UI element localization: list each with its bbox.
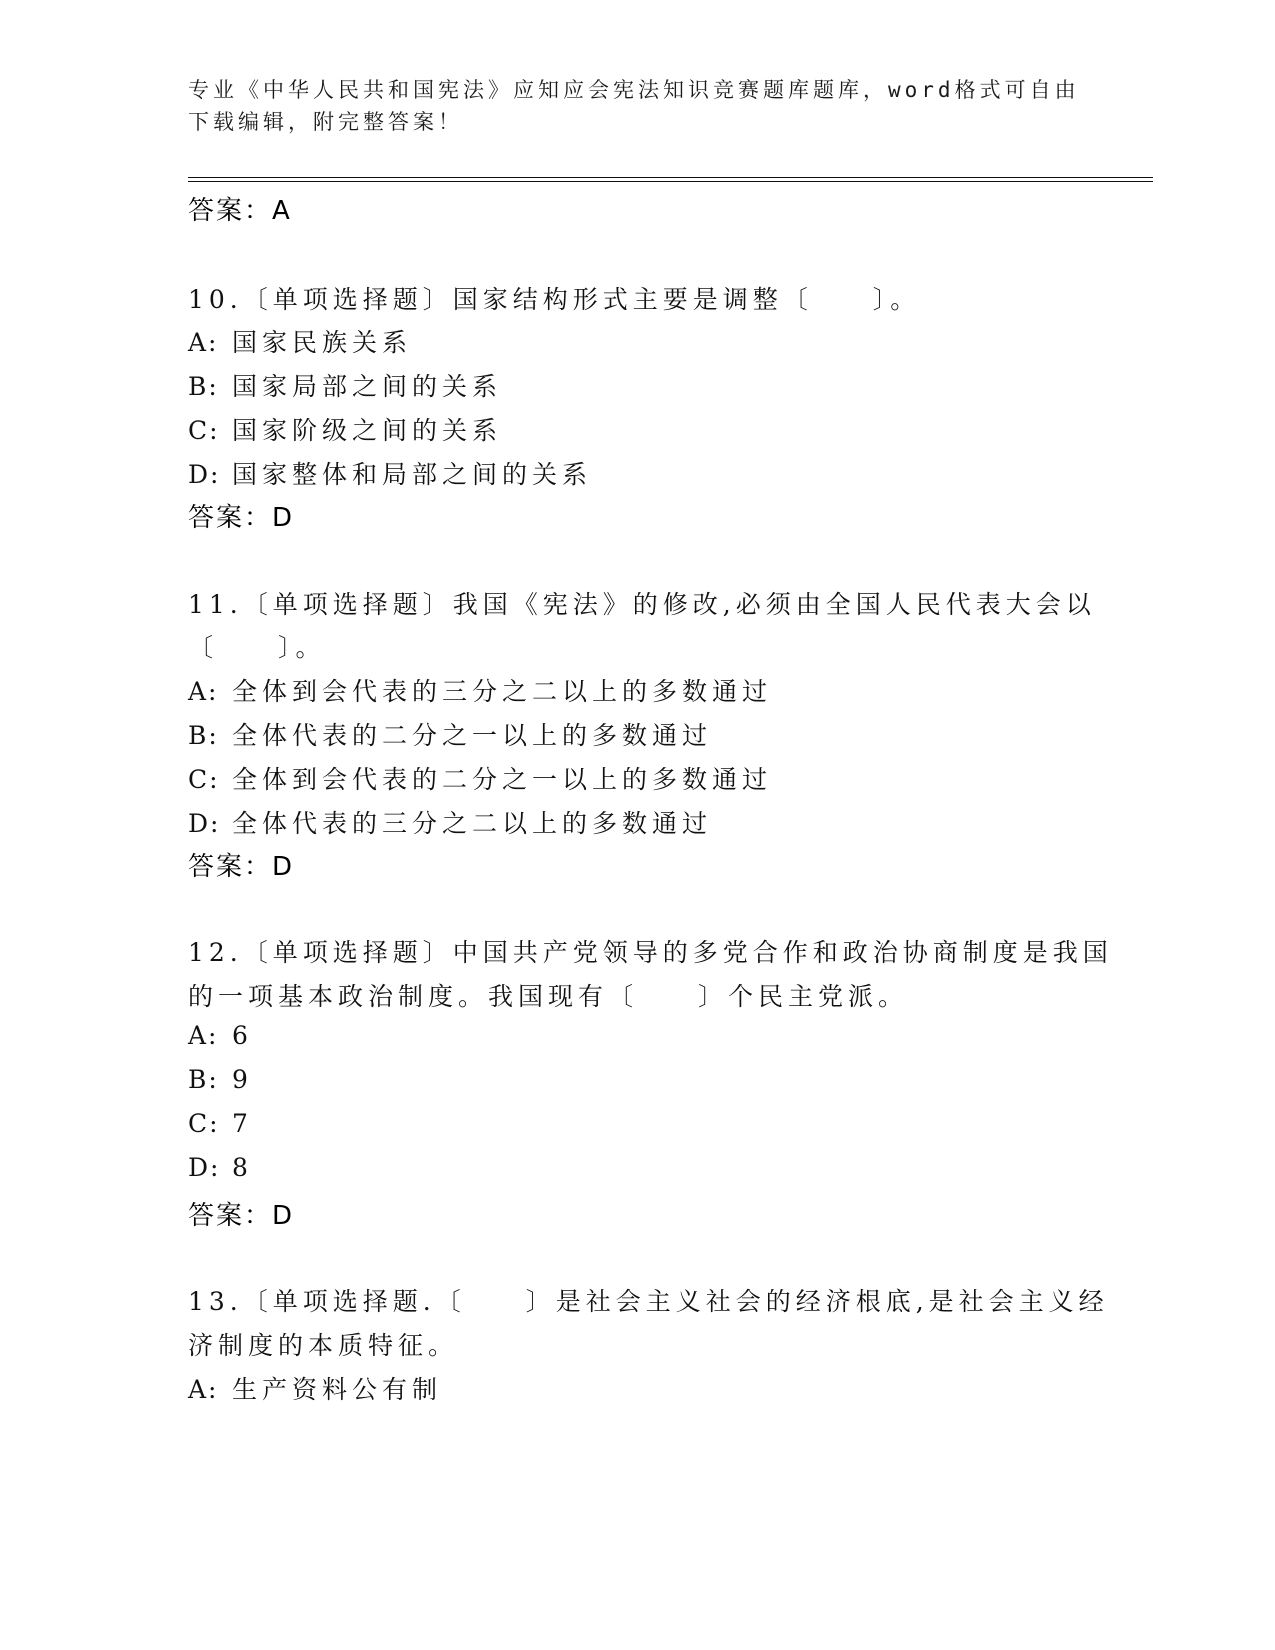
- option-label: D:: [188, 1153, 221, 1182]
- header-divider-top: [188, 177, 1153, 178]
- option-label: A:: [188, 328, 219, 357]
- option-label: A:: [188, 677, 219, 706]
- answer-line: 答案：D: [188, 503, 295, 533]
- header-line-2: 下载编辑，附完整答案！: [188, 110, 463, 134]
- option-label: D:: [188, 809, 221, 838]
- option-row: [188, 804, 712, 840]
- question-13-text-line-2: 济制度的本质特征。: [188, 1331, 459, 1360]
- option-text: 全体到会代表的二分之一以上的多数通过: [232, 765, 773, 794]
- option-text: 7: [232, 1109, 253, 1138]
- question-11-text-line-2: 〔 〕。: [188, 633, 326, 662]
- option-label: A:: [188, 1021, 219, 1050]
- document-header: [188, 74, 1088, 138]
- option-text: 国家阶级之间的关系: [232, 416, 503, 445]
- option-label: B:: [188, 721, 219, 750]
- option-label: C:: [188, 416, 220, 445]
- question-10-text: 10.〔单项选择题〕国家结构形式主要是调整〔 〕。: [188, 285, 921, 314]
- answer-line: 答案：D: [188, 852, 295, 882]
- option-row: [188, 367, 502, 403]
- option-row: [188, 716, 712, 752]
- option-row: [188, 411, 502, 447]
- header-divider-bottom: [188, 181, 1153, 182]
- option-text: 生产资料公有制: [232, 1375, 443, 1404]
- option-text: 全体到会代表的三分之二以上的多数通过: [232, 677, 773, 706]
- option-text: 6: [232, 1021, 253, 1050]
- option-label: B:: [188, 372, 219, 401]
- option-label: C:: [188, 765, 220, 794]
- option-row: [188, 1109, 253, 1138]
- option-text: 国家局部之间的关系: [232, 372, 503, 401]
- option-text: 国家民族关系: [232, 328, 413, 357]
- option-row: [188, 672, 772, 708]
- answer-line: 答案：D: [188, 1201, 295, 1231]
- option-row: [188, 455, 592, 491]
- header-line-1: 专业《中华人民共和国宪法》应知应会宪法知识竞赛题库题库，word格式可自由: [188, 78, 1080, 102]
- question-11-text-line-1: 11.〔单项选择题〕我国《宪法》的修改,必须由全国人民代表大会以: [188, 590, 1096, 619]
- option-row: [188, 1065, 253, 1094]
- option-row: [188, 323, 412, 359]
- option-text: 全体代表的二分之一以上的多数通过: [232, 721, 713, 750]
- option-row: [188, 1153, 253, 1182]
- option-text: 全体代表的三分之二以上的多数通过: [232, 809, 713, 838]
- option-label: B:: [188, 1065, 219, 1094]
- option-text: 8: [232, 1153, 253, 1182]
- option-row: [188, 1021, 253, 1050]
- option-text: 9: [232, 1065, 253, 1094]
- answer-line: 答案：A: [188, 196, 292, 226]
- option-label: C:: [188, 1109, 220, 1138]
- option-label: D:: [188, 460, 221, 489]
- question-12-text-line-1: 12.〔单项选择题〕中国共产党领导的多党合作和政治协商制度是我国: [188, 938, 1113, 967]
- option-row: [188, 1370, 442, 1406]
- option-row: [188, 760, 772, 796]
- question-13-text-line-1: 13.〔单项选择题.〔 〕是社会主义社会的经济根底,是社会主义经: [188, 1287, 1109, 1316]
- option-text: 国家整体和局部之间的关系: [232, 460, 593, 489]
- option-label: A:: [188, 1375, 219, 1404]
- question-12-text-line-2: 的一项基本政治制度。我国现有〔 〕个民主党派。: [188, 982, 909, 1011]
